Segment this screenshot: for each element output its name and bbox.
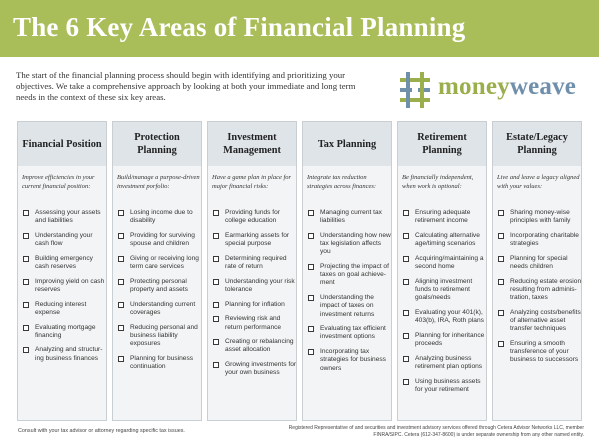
checkbox-icon <box>213 339 219 345</box>
checkbox-icon <box>213 256 219 262</box>
regulatory-disclosure: Registered Representative of and securities and investment advisory services offered through Cetera Advisor Networks LLC, member FINRA/SIPC. Cetera (612-347-8600) is under separate ownership from any other named entity. <box>288 425 584 438</box>
list-item: Planning for inflation <box>212 301 297 309</box>
column-protection-planning <box>112 121 202 421</box>
column-tax-planning <box>302 121 392 421</box>
column-retirement-planning <box>397 121 487 421</box>
column-title: Financial Position <box>18 122 106 166</box>
logo-wordmark: moneyweave <box>438 73 577 100</box>
list-item: Evaluating mortgage financing <box>22 324 107 340</box>
checkbox-icon <box>118 256 124 262</box>
checkbox-icon <box>23 233 29 239</box>
column-title: Tax Planning <box>303 122 391 166</box>
list-item: Reviewing risk and return performance <box>212 315 297 331</box>
list-item: Planning for inheritance proceeds <box>402 332 487 348</box>
checklist <box>402 209 487 400</box>
checkbox-icon <box>403 356 409 362</box>
column-subtitle: Improve efficiencies in your current financial position: <box>22 174 95 190</box>
checkbox-icon <box>308 326 314 332</box>
list-item: Calculating alternative age/timing scenarios <box>402 232 487 248</box>
checkbox-icon <box>118 302 124 308</box>
checklist <box>307 209 392 379</box>
checkbox-icon <box>213 210 219 216</box>
column-title: Protection Planning <box>113 122 201 166</box>
planning-areas-grid <box>17 121 583 421</box>
list-item: Understanding current coverages <box>117 301 202 317</box>
column-subtitle: Live and leave a legacy aligned with your values: <box>497 174 580 190</box>
checkbox-icon <box>498 310 504 316</box>
checkbox-icon <box>23 325 29 331</box>
list-item: Analyzing and structur-ing business finances <box>22 346 107 362</box>
checklist <box>497 209 582 371</box>
interwoven-knot-icon <box>396 68 434 112</box>
checkbox-icon <box>403 279 409 285</box>
checkbox-icon <box>498 256 504 262</box>
checkbox-icon <box>23 256 29 262</box>
checkbox-icon <box>118 210 124 216</box>
list-item: Giving or receiving long term care services <box>117 255 202 271</box>
checkbox-icon <box>118 279 124 285</box>
list-item: Providing for surviving spouse and children <box>117 232 202 248</box>
list-item: Projecting the impact of taxes on goal achieve-ment <box>307 263 392 288</box>
column-investment-management <box>207 121 297 421</box>
checkbox-icon <box>23 302 29 308</box>
checkbox-icon <box>213 362 219 368</box>
checkbox-icon <box>498 341 504 347</box>
checkbox-icon <box>118 233 124 239</box>
checklist <box>22 209 107 369</box>
list-item: Incorporating tax strategies for business owners <box>307 348 392 373</box>
intro-paragraph: The start of the financial planning process should begin with identifying and prioritizing your objectives. We take a comprehensive approach by looking at both your immediate and long term needs in the context of these six key areas. <box>16 70 356 103</box>
checkbox-icon <box>118 356 124 362</box>
moneyweave-logo <box>396 68 586 112</box>
list-item: Analyzing business retirement plan options <box>402 355 487 371</box>
checkbox-icon <box>213 302 219 308</box>
checkbox-icon <box>308 349 314 355</box>
list-item: Understanding your risk tolerance <box>212 278 297 294</box>
list-item: Creating or rebalancing asset allocation <box>212 338 297 354</box>
checkbox-icon <box>118 325 124 331</box>
column-subtitle: Be financially independent, when work is optional: <box>402 174 474 190</box>
checklist <box>117 209 202 378</box>
list-item: Determining required rate of return <box>212 255 297 271</box>
list-item: Providing funds for college education <box>212 209 297 225</box>
list-item: Acquiring/maintaining a second home <box>402 255 487 271</box>
checkbox-icon <box>403 333 409 339</box>
checkbox-icon <box>23 347 29 353</box>
checkbox-icon <box>498 233 504 239</box>
list-item: Reducing estate erosion resulting from adminis-tration, taxes <box>497 278 582 303</box>
list-item: Assessing your assets and liabilities <box>22 209 107 225</box>
checkbox-icon <box>213 279 219 285</box>
list-item: Reducing interest expense <box>22 301 107 317</box>
list-item: Understanding the impact of taxes on investment returns <box>307 294 392 319</box>
column-subtitle: Integrate tax reduction strategies across finances: <box>307 174 377 190</box>
list-item: Ensuring a smooth transference of your business to successors <box>497 340 582 365</box>
list-item: Losing income due to disability <box>117 209 202 225</box>
checkbox-icon <box>403 210 409 216</box>
checkbox-icon <box>498 210 504 216</box>
checkbox-icon <box>213 233 219 239</box>
checkbox-icon <box>308 295 314 301</box>
list-item: Evaluating tax efficient investment options <box>307 325 392 341</box>
checkbox-icon <box>213 316 219 322</box>
page-title: The 6 Key Areas of Financial Planning <box>13 12 466 42</box>
list-item: Understanding how new tax legislation affects you <box>307 232 392 257</box>
tax-disclaimer: Consult with your tax advisor or attorney regarding specific tax issues. <box>18 428 185 434</box>
list-item: Earmarking assets for special purpose <box>212 232 297 248</box>
list-item: Planning for special needs children <box>497 255 582 271</box>
column-financial-position <box>17 121 107 421</box>
checkbox-icon <box>498 279 504 285</box>
list-item: Evaluating your 401(k), 403(b), IRA, Roth plans <box>402 309 487 325</box>
checklist <box>212 209 297 384</box>
checkbox-icon <box>308 210 314 216</box>
checkbox-icon <box>308 233 314 239</box>
column-title: Retirement Planning <box>398 122 486 166</box>
list-item: Growing investments for your own business <box>212 361 297 377</box>
list-item: Incorporating charitable strategies <box>497 232 582 248</box>
column-estate-legacy-planning <box>492 121 582 421</box>
column-title: Estate/Legacy Planning <box>493 122 581 166</box>
list-item: Building emergency cash reserves <box>22 255 107 271</box>
column-subtitle: Have a game plan in place for major financial risks: <box>212 174 292 190</box>
list-item: Sharing money-wise principles with family <box>497 209 582 225</box>
list-item: Using business assets for your retirement <box>402 378 487 394</box>
list-item: Improving yield on cash reserves <box>22 278 107 294</box>
checkbox-icon <box>23 210 29 216</box>
list-item: Ensuring adequate retirement income <box>402 209 487 225</box>
list-item: Aligning investment funds to retirement goals/needs <box>402 278 487 303</box>
list-item: Protecting personal property and assets <box>117 278 202 294</box>
list-item: Managing current tax liabilities <box>307 209 392 225</box>
list-item: Understanding your cash flow <box>22 232 107 248</box>
checkbox-icon <box>403 256 409 262</box>
checkbox-icon <box>403 233 409 239</box>
checkbox-icon <box>403 310 409 316</box>
list-item: Analyzing costs/benefits of alternative asset transfer techniques <box>497 309 582 334</box>
title-banner <box>0 0 599 57</box>
list-item: Reducing personal and business liability exposures <box>117 324 202 349</box>
column-subtitle: Build/manage a purpose-driven investment porfolio: <box>117 174 200 190</box>
list-item: Planning for business continuation <box>117 355 202 371</box>
checkbox-icon <box>403 379 409 385</box>
checkbox-icon <box>308 264 314 270</box>
column-title: Investment Management <box>208 122 296 166</box>
checkbox-icon <box>23 279 29 285</box>
